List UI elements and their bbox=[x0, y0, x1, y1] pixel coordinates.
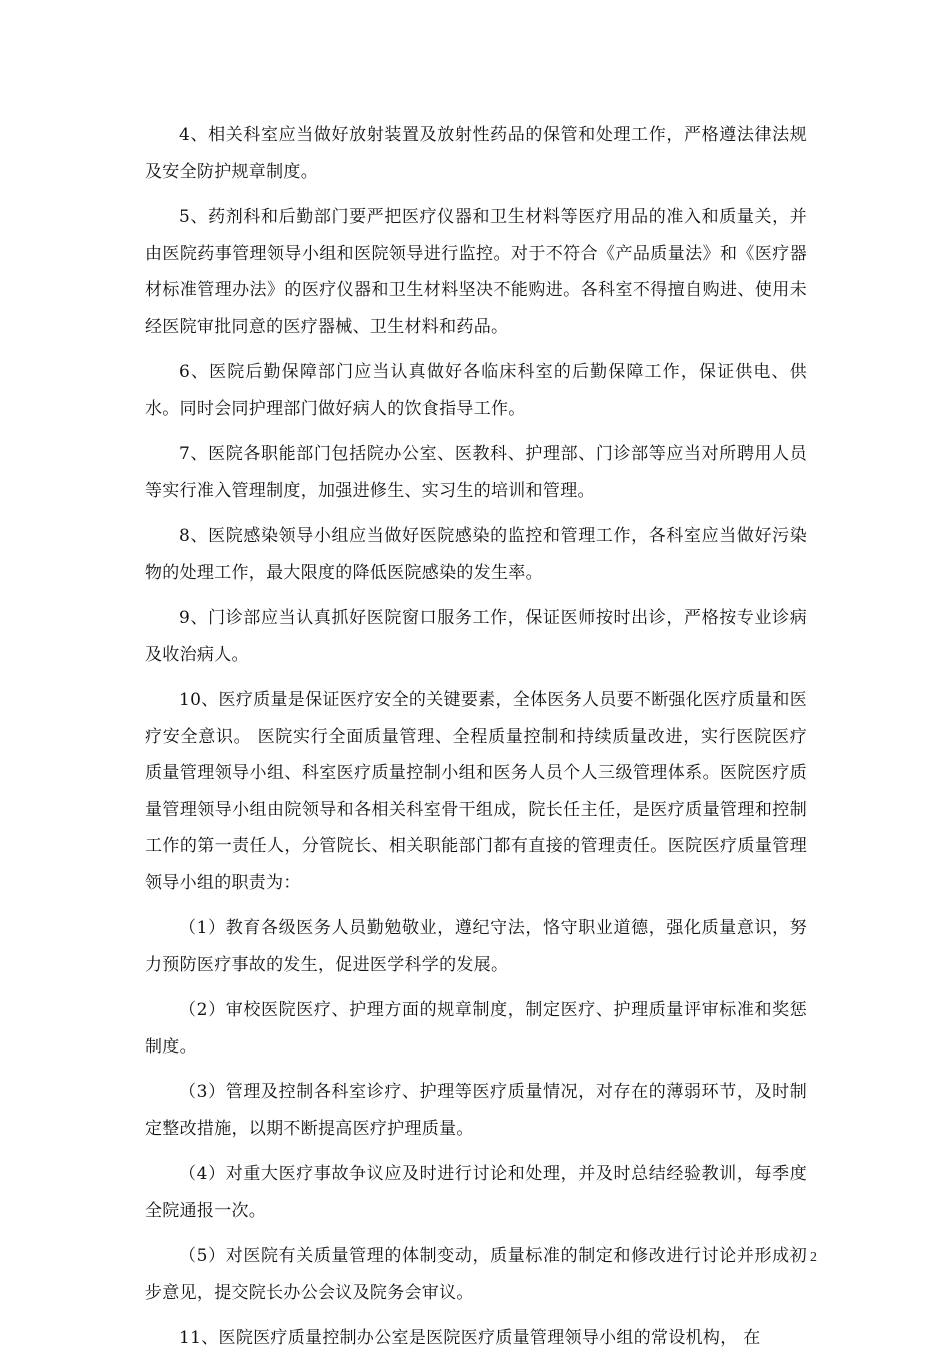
paragraph-item-8: 8、医院感染领导小组应当做好医院感染的监控和管理工作，各科室应当做好污染物的处理工作，最大限度的降低医院感染的发生率。 bbox=[145, 526, 807, 583]
paragraph-item-5: 5、药剂科和后勤部门要严把医疗仪器和卫生材料等医疗用品的准入和质量关，并由医院药事管理领导小组和医院领导进行监控。对于不符合《产品质量法》和《医疗器材标准管理办法》的医疗仪器和卫生材料坚决不能购进。各科室不得擅自购进、使用未经医院审批同意的医疗器械、卫生材料和药品。 bbox=[145, 207, 807, 337]
duty-item-2: （2）审校医院医疗、护理方面的规章制度，制定医疗、护理质量评审标准和奖惩制度。 bbox=[145, 1000, 807, 1057]
duty-item-1: （1）教育各级医务人员勤勉敬业，遵纪守法，恪守职业道德，强化质量意识，努力预防医疗事故的发生，促进医学科学的发展。 bbox=[145, 918, 807, 975]
document-body bbox=[145, 117, 807, 1366]
paragraph-item-6: 6、医院后勤保障部门应当认真做好各临床科室的后勤保障工作，保证供电、供水。同时会同护理部门做好病人的饮食指导工作。 bbox=[145, 362, 807, 419]
duty-item-5: （5）对医院有关质量管理的体制变动，质量标准的制定和修改进行讨论并形成初步意见，提交院长办公会议及院务会审议。 bbox=[145, 1246, 807, 1303]
paragraph-item-10: 10、医疗质量是保证医疗安全的关键要素，全体医务人员要不断强化医疗质量和医疗安全意识。 医院实行全面质量管理、全程质量控制和持续质量改进，实行医院医疗质量管理领导小组、科室医疗质量控制小组和医务人员个人三级管理体系。医院医疗质量管理领导小组由院领导和各相关科室骨干组成，院长任主任，是医疗质量管理和控制工作的第一责任人，分管院长、相关职能部门都有直接的管理责任。医院医疗质量管理领导小组的职责为： bbox=[145, 690, 807, 893]
paragraph-item-9: 9、门诊部应当认真抓好医院窗口服务工作，保证医师按时出诊，严格按专业诊病及收治病人。 bbox=[145, 608, 807, 665]
paragraph-item-4: 4、相关科室应当做好放射装置及放射性药品的保管和处理工作，严格遵法律法规及安全防护规章制度。 bbox=[145, 125, 807, 182]
page-number: 2 bbox=[810, 1250, 817, 1265]
paragraph-item-11: 11、医院医疗质量控制办公室是医院医疗质量管理领导小组的常设机构， 在 bbox=[179, 1328, 761, 1348]
paragraph-item-7: 7、医院各职能部门包括院办公室、医教科、护理部、门诊部等应当对所聘用人员等实行准入管理制度，加强进修生、实习生的培训和管理。 bbox=[145, 444, 807, 501]
duty-item-4: （4）对重大医疗事故争议应及时进行讨论和处理，并及时总结经验教训，每季度全院通报一次。 bbox=[145, 1164, 807, 1221]
duty-item-3: （3）管理及控制各科室诊疗、护理等医疗质量情况，对存在的薄弱环节，及时制定整改措施，以期不断提高医疗护理质量。 bbox=[145, 1082, 807, 1139]
